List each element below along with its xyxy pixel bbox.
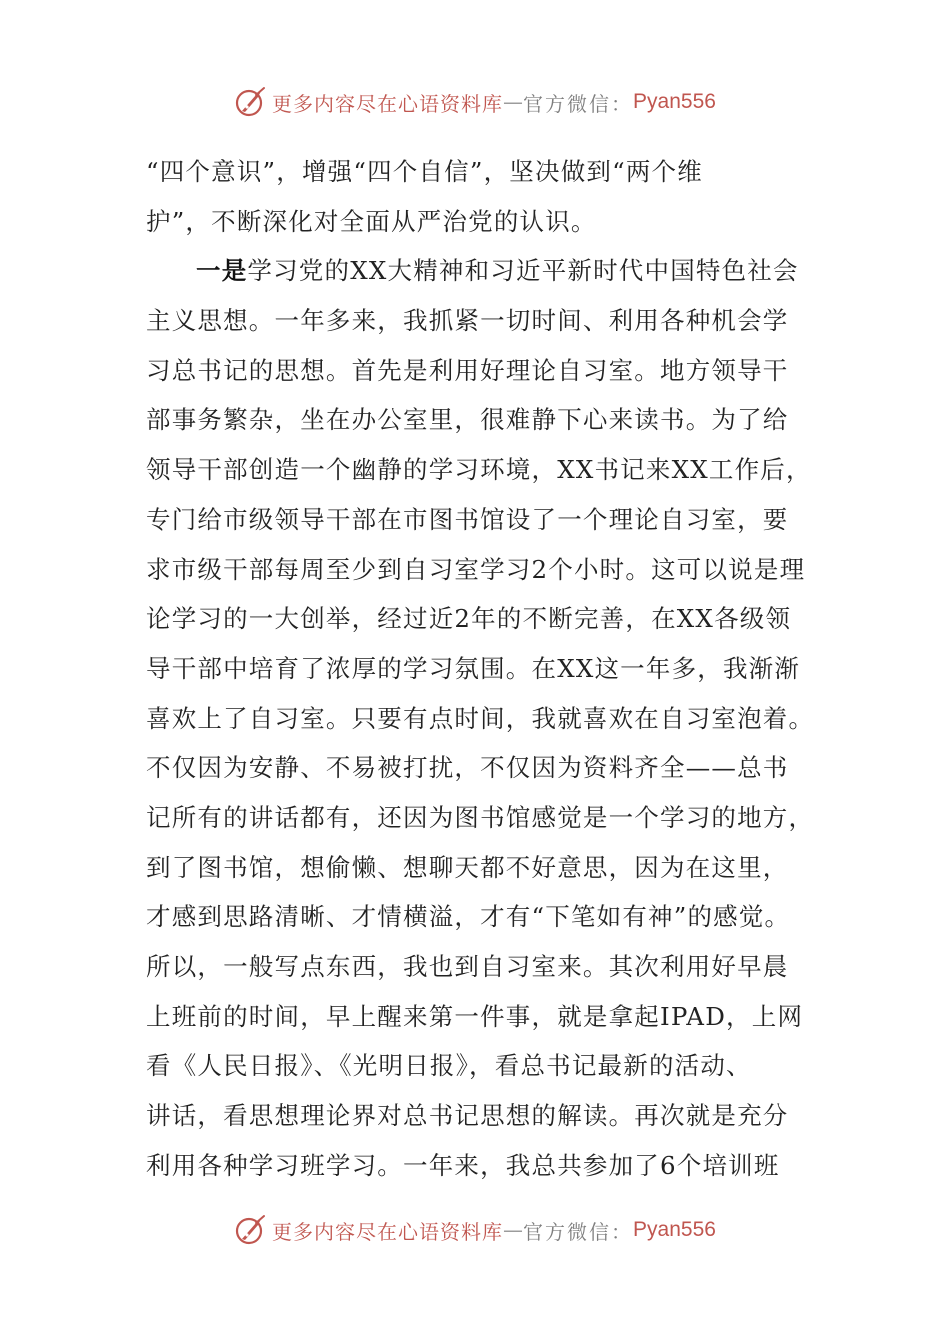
text-line: 不仅因为安静、不易被打扰，不仅因为资料齐全——总书	[146, 753, 789, 783]
text-line: 论学习的一大创举，经过近2年的不断完善，在XX各级领	[146, 604, 792, 634]
text-line: 看《人民日报》、《光明日报》，看总书记最新的活动、	[146, 1051, 752, 1081]
document-body	[146, 147, 815, 1190]
text-line: 主义思想。一年多来，我抓紧一切时间、利用各种机会学	[146, 306, 789, 336]
text-line: 求市级干部每周至少到自习室学习2个小时。这可以说是理	[146, 554, 806, 584]
section-lead: 一是	[196, 256, 248, 286]
banner-separator: —	[503, 90, 524, 114]
header-banner	[0, 82, 950, 122]
text-line: 导干部中培育了浓厚的学习氛围。在XX这一年多，我渐渐	[146, 653, 801, 683]
banner-wechat-id: Pyan556	[633, 90, 716, 113]
banner-separator: —	[503, 1218, 524, 1242]
text-line: 部事务繁杂，坐在办公室里，很难静下心来读书。为了给	[146, 405, 789, 435]
section-heading-line	[146, 246, 806, 296]
text-line: 到了图书馆，想偷懒、想聊天都不好意思，因为在这里，	[146, 852, 789, 882]
pen-nib-logo-icon	[234, 1213, 268, 1247]
footer-banner	[0, 1210, 950, 1250]
text-line: 所以，一般写点东西，我也到自习室来。其次利用好早晨	[146, 952, 789, 981]
banner-wechat-label: 官方微信：	[523, 91, 634, 116]
banner-main-text: 更多内容尽在心语资料库	[272, 1219, 504, 1244]
text-line: 记所有的讲话都有，还因为图书馆感觉是一个学习的地方，	[146, 802, 815, 832]
banner-wechat-id: Pyan556	[633, 1218, 716, 1241]
text-line: 上班前的时间，早上醒来第一件事，就是拿起IPAD，上网	[146, 1001, 804, 1031]
text-line: 喜欢上了自习室。只要有点时间，我就喜欢在自习室泡着。	[146, 703, 815, 733]
text-line: 才感到思路清晰、才情横溢，才有“下笔如有神”的感觉。	[146, 902, 791, 932]
text-line: “四个意识”，增强“四个自信”，坚决做到“两个维	[146, 157, 703, 186]
text-line: 护”，不断深化对全面从严治党的认识。	[146, 206, 597, 236]
text-line: 讲话，看思想理论界对总书记思想的解读。再次就是充分	[146, 1101, 789, 1131]
text-line: 利用各种学习班学习。一年来，我总共参加了6个培训班	[146, 1150, 780, 1180]
text-line: 习总书记的思想。首先是利用好理论自习室。地方领导干	[146, 355, 789, 385]
text-line: 专门给市级领导干部在市图书馆设了一个理论自习室，要	[146, 504, 789, 534]
banner-wechat-label: 官方微信：	[523, 1219, 634, 1244]
section-first-line: 学习党的XX大精神和习近平新时代中国特色社会	[247, 256, 799, 286]
text-line: 领导干部创造一个幽静的学习环境，XX书记来XX工作后，	[146, 455, 812, 485]
pen-nib-logo-icon	[234, 85, 268, 119]
banner-main-text: 更多内容尽在心语资料库	[272, 91, 504, 116]
